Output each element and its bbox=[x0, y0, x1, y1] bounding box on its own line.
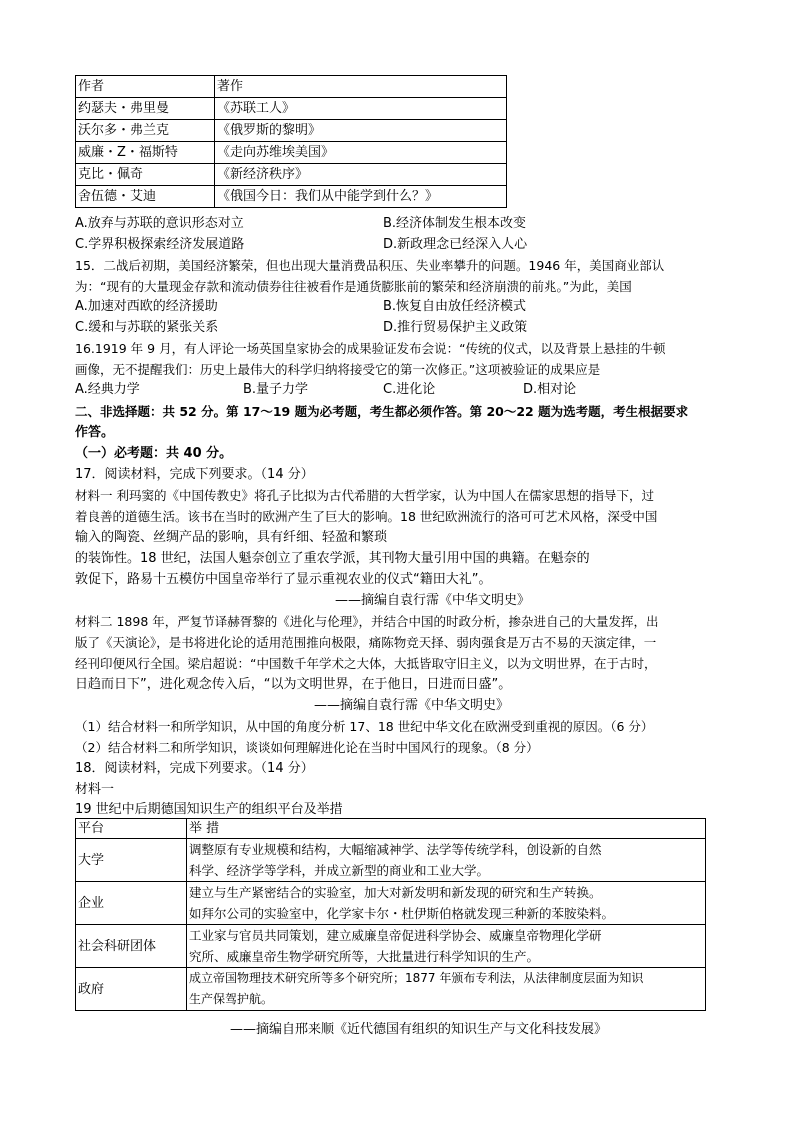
measures-line: 成立帝国物理技术研究所等多个研究所；1877 年颁布专利法，从法律制度层面为知识 bbox=[189, 971, 644, 985]
q14-option-a: A.放弃与苏联的意识形态对立 bbox=[75, 216, 244, 231]
measures-cell bbox=[187, 968, 706, 1011]
author-cell: 克比・佩奇 bbox=[76, 164, 215, 186]
q15-stem-line2: 为：“现有的大量现金存款和流动债券往往被看作是通货膨胀前的繁荣和经济崩溃的前兆。”为此，美国 bbox=[75, 279, 632, 294]
table-header-author: 作者 bbox=[76, 76, 215, 98]
q14-option-d: D.新政理念已经深入人心 bbox=[383, 237, 528, 252]
table-row bbox=[76, 186, 507, 208]
q15-option-a: A.加速对西欧的经济援助 bbox=[75, 299, 218, 314]
platform-cell: 政府 bbox=[76, 968, 187, 1011]
platform-cell: 社会科研团体 bbox=[76, 925, 187, 968]
table-row bbox=[76, 98, 507, 120]
q14-option-c: C.学界积极探索经济发展道路 bbox=[75, 237, 245, 252]
q17-material2-line1: 材料二 1898 年，严复节译赫胥黎的《进化与伦理》，并结合中国的时政分析，掺杂进自己的大量发挥，出 bbox=[75, 614, 659, 629]
q18-material-label: 材料一 bbox=[75, 782, 115, 797]
table-header-measures: 举 措 bbox=[187, 819, 706, 839]
q15-stem-line1: 15．二战后初期，美国经济繁荣，但也出现大量消费品积压、失业率攀升的问题。1946 年，美国商业部认 bbox=[75, 258, 665, 273]
q15-option-b: B.恢复自由放任经济模式 bbox=[383, 299, 527, 314]
author-cell: 约瑟夫・弗里曼 bbox=[76, 98, 215, 120]
q15-option-c: C.缓和与苏联的紧张关系 bbox=[75, 320, 219, 335]
q18-material-source: ——摘编自邢来顺《近代德国有组织的知识生产与文化科技发展》 bbox=[230, 1022, 608, 1037]
work-cell: 《俄罗斯的黎明》 bbox=[215, 120, 507, 142]
work-cell: 《苏联工人》 bbox=[215, 98, 507, 120]
table-header-platform: 平台 bbox=[76, 819, 187, 839]
measures-cell bbox=[187, 882, 706, 925]
work-cell: 《走向苏维埃美国》 bbox=[215, 142, 507, 164]
platforms-table bbox=[75, 818, 706, 1011]
author-cell: 威廉・Z・福斯特 bbox=[76, 142, 215, 164]
q15-option-d: D.推行贸易保护主义政策 bbox=[383, 320, 528, 335]
measures-line: 科学、经济学等学科，并成立新型的商业和工业大学。 bbox=[189, 863, 490, 878]
author-cell: 沃尔多・弗兰克 bbox=[76, 120, 215, 142]
q17-material1-line5: 敦促下，路易十五模仿中国皇帝举行了显示重视农业的仪式“籍田大礼”。 bbox=[75, 572, 492, 587]
measures-cell bbox=[187, 925, 706, 968]
platform-cell: 企业 bbox=[76, 882, 187, 925]
q17-material1-line3: 输入的陶瓷、丝绸产品的影响，具有纤细、轻盈和繁琐 bbox=[75, 530, 388, 545]
q17-subquestion-2: （2）结合材料二和所学知识，谈谈如何理解进化论在当时中国风行的现象。（8 分） bbox=[75, 740, 539, 755]
q17-material2-line4: 日趋而日下”，进化观念传入后，“以为文明世界，在于他日，日进而日盛”。 bbox=[75, 677, 512, 692]
required-section-heading: （一）必考题：共 40 分。 bbox=[75, 446, 233, 461]
table-row bbox=[76, 968, 706, 1011]
measures-line: 工业家与官员共同策划，建立威廉皇帝促进科学协会、威廉皇帝物理化学研 bbox=[189, 928, 602, 943]
measures-line: 调整原有专业规模和结构，大幅缩减神学、法学等传统学科，创设新的自然 bbox=[189, 842, 602, 857]
table-row bbox=[76, 882, 706, 925]
table-header-work: 著作 bbox=[215, 76, 507, 98]
table-row bbox=[76, 120, 507, 142]
q16-option-b: B.量子力学 bbox=[243, 382, 309, 397]
q17-material2-line3: 经刊印便风行全国。梁启超说：“中国数千年学术之大体，大抵皆取守旧主义，以为文明世界，在于古时， bbox=[75, 656, 657, 671]
table-row bbox=[76, 925, 706, 968]
section2-heading-line2: 作答。 bbox=[75, 425, 115, 440]
measures-line: 如拜尔公司的实验室中，化学家卡尔・杜伊斯伯格就发现三种新的苯胺染料。 bbox=[189, 906, 615, 921]
q18-table-caption: 19 世纪中后期德国知识生产的组织平台及举措 bbox=[75, 802, 343, 817]
work-cell: 《新经济秩序》 bbox=[215, 164, 507, 186]
q16-option-c: C.进化论 bbox=[383, 382, 436, 397]
q17-material2-source: ——摘编自袁行霈《中华文明史》 bbox=[314, 698, 510, 713]
measures-line: 究所、威廉皇帝生物学研究所等，大批量进行科学知识的生产。 bbox=[189, 949, 540, 964]
q16-stem-line2: 画像，无不提醒我们：历史上最伟大的科学归纳将接受它的第一次修正。”这项被验证的成果应是 bbox=[75, 362, 601, 377]
table-header-row bbox=[76, 819, 706, 839]
author-cell: 舍伍德・艾迪 bbox=[76, 186, 215, 208]
platform-cell: 大学 bbox=[76, 839, 187, 882]
q14-option-b: B.经济体制发生根本改变 bbox=[383, 216, 527, 231]
q17-material1-source: ——摘编自袁行霈《中华文明史》 bbox=[335, 593, 531, 608]
q17-title: 17．阅读材料，完成下列要求。（14 分） bbox=[75, 467, 314, 482]
table-row bbox=[76, 142, 507, 164]
work-cell: 《俄国今日：我们从中能学到什么？》 bbox=[215, 186, 507, 208]
table-row bbox=[76, 839, 706, 882]
measures-cell bbox=[187, 839, 706, 882]
measures-line: 生产保驾护航。 bbox=[189, 992, 274, 1006]
section2-heading-line1: 二、非选择题：共 52 分。第 17～19 题为必考题，考生都必须作答。第 20～22 题为选考题，考生根据要求 bbox=[75, 404, 689, 419]
q18-title: 18．阅读材料，完成下列要求。（14 分） bbox=[75, 761, 314, 776]
q17-material1-line2: 着良善的道德生活。该书在当时的欧洲产生了巨大的影响。18 世纪欧洲流行的洛可可艺术风格，深受中国 bbox=[75, 509, 658, 524]
q16-stem-line1: 16.1919 年 9 月，有人评论一场英国皇家协会的成果验证发布会说：“传统的仪式，以及背景上悬挂的牛顿 bbox=[75, 341, 666, 356]
q17-material1-line4: 的装饰性。18 世纪，法国人魁奈创立了重农学派，其刊物大量引用中国的典籍。在魁奈的 bbox=[75, 551, 590, 566]
q17-subquestion-1: （1）结合材料一和所学知识，从中国的角度分析 17、18 世纪中华文化在欧洲受到重视的原因。（6 分） bbox=[75, 719, 654, 734]
q17-material2-line2: 版了《天演论》，是书将进化论的适用范围推向极限，痛陈物竞天择、弱肉强食是万古不易的天演定律，一 bbox=[75, 635, 657, 650]
q16-option-a: A.经典力学 bbox=[75, 382, 140, 397]
q17-material1-line1: 材料一 利玛窦的《中国传教史》将孔子比拟为古代希腊的大哲学家，认为中国人在儒家思想的指导下，过 bbox=[75, 488, 654, 503]
authors-table bbox=[75, 75, 507, 208]
table-header-row bbox=[76, 76, 507, 98]
table-row bbox=[76, 164, 507, 186]
measures-line: 建立与生产紧密结合的实验室，加大对新发明和新发现的研究和生产转换。 bbox=[189, 885, 602, 900]
q16-option-d: D.相对论 bbox=[523, 382, 577, 397]
